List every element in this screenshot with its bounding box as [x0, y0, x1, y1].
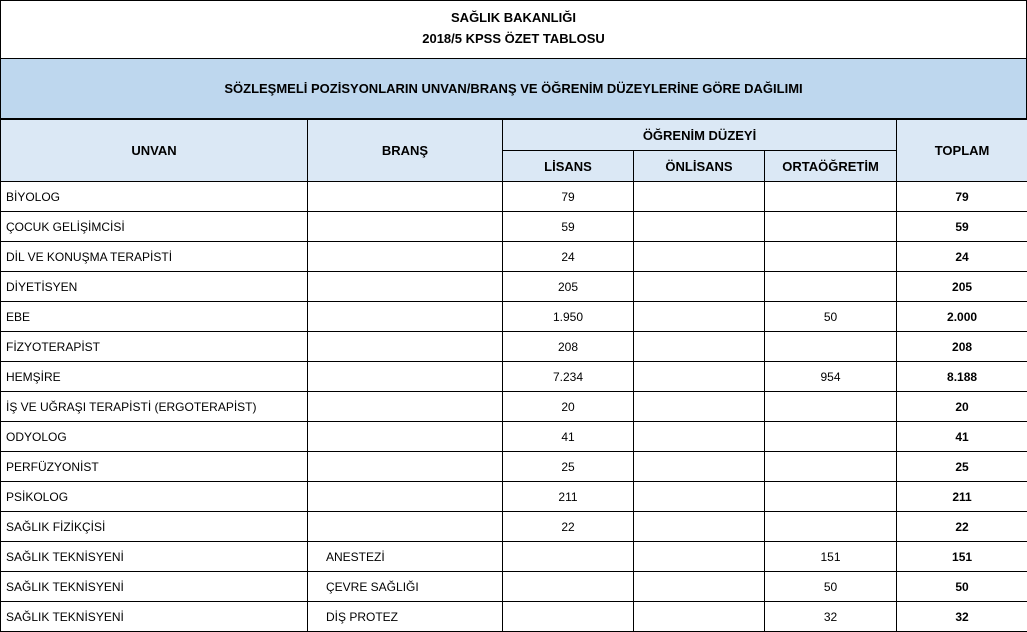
cell-brans	[308, 332, 503, 362]
cell-unvan: İŞ VE UĞRAŞI TERAPİSTİ (ERGOTERAPİST)	[1, 392, 308, 422]
cell-unvan: ÇOCUK GELİŞİMCİSİ	[1, 212, 308, 242]
cell-ortaogretim	[765, 512, 897, 542]
cell-unvan: FİZYOTERAPİST	[1, 332, 308, 362]
cell-toplam: 41	[897, 422, 1027, 452]
cell-lisans	[503, 602, 634, 632]
cell-brans	[308, 182, 503, 212]
table-row	[1, 452, 1027, 482]
cell-brans	[308, 272, 503, 302]
cell-onlisans	[634, 392, 765, 422]
cell-onlisans	[634, 482, 765, 512]
cell-brans	[308, 422, 503, 452]
cell-unvan: PERFÜZYONİST	[1, 452, 308, 482]
summary-table	[0, 119, 1027, 632]
cell-onlisans	[634, 362, 765, 392]
header-toplam: TOPLAM	[897, 120, 1027, 182]
cell-ortaogretim: 954	[765, 362, 897, 392]
table-row	[1, 272, 1027, 302]
cell-lisans: 7.234	[503, 362, 634, 392]
header-brans: BRANŞ	[308, 120, 503, 182]
cell-lisans: 25	[503, 452, 634, 482]
cell-lisans: 211	[503, 482, 634, 512]
cell-ortaogretim	[765, 482, 897, 512]
cell-toplam: 211	[897, 482, 1027, 512]
header-onlisans: ÖNLİSANS	[634, 151, 765, 182]
cell-brans	[308, 212, 503, 242]
cell-brans	[308, 512, 503, 542]
cell-lisans: 205	[503, 272, 634, 302]
table-row	[1, 302, 1027, 332]
cell-toplam: 24	[897, 242, 1027, 272]
cell-unvan: SAĞLIK TEKNİSYENİ	[1, 602, 308, 632]
cell-lisans	[503, 542, 634, 572]
header-ogrenim-duzeyi: ÖĞRENİM DÜZEYİ	[503, 120, 897, 151]
cell-onlisans	[634, 332, 765, 362]
cell-toplam: 22	[897, 512, 1027, 542]
cell-toplam: 32	[897, 602, 1027, 632]
cell-ortaogretim: 50	[765, 572, 897, 602]
cell-lisans	[503, 572, 634, 602]
cell-brans	[308, 302, 503, 332]
cell-onlisans	[634, 602, 765, 632]
cell-lisans: 59	[503, 212, 634, 242]
cell-ortaogretim	[765, 392, 897, 422]
cell-lisans: 79	[503, 182, 634, 212]
cell-onlisans	[634, 542, 765, 572]
header-lisans: LİSANS	[503, 151, 634, 182]
cell-lisans: 24	[503, 242, 634, 272]
cell-brans: DİŞ PROTEZ	[308, 602, 503, 632]
cell-toplam: 2.000	[897, 302, 1027, 332]
cell-lisans: 208	[503, 332, 634, 362]
table-row	[1, 542, 1027, 572]
cell-onlisans	[634, 272, 765, 302]
table-row	[1, 392, 1027, 422]
cell-toplam: 20	[897, 392, 1027, 422]
cell-onlisans	[634, 452, 765, 482]
table-row	[1, 362, 1027, 392]
cell-ortaogretim	[765, 332, 897, 362]
cell-lisans: 22	[503, 512, 634, 542]
cell-unvan: BİYOLOG	[1, 182, 308, 212]
cell-brans: ANESTEZİ	[308, 542, 503, 572]
cell-ortaogretim: 50	[765, 302, 897, 332]
ministry-title: SAĞLIK BAKANLIĞI	[451, 10, 576, 25]
cell-toplam: 79	[897, 182, 1027, 212]
table-row	[1, 572, 1027, 602]
cell-lisans: 20	[503, 392, 634, 422]
cell-brans	[308, 452, 503, 482]
table-body	[1, 182, 1027, 632]
header-ortaogretim: ORTAÖĞRETİM	[765, 151, 897, 182]
cell-unvan: SAĞLIK TEKNİSYENİ	[1, 542, 308, 572]
cell-toplam: 50	[897, 572, 1027, 602]
table-row	[1, 482, 1027, 512]
cell-toplam: 8.188	[897, 362, 1027, 392]
cell-ortaogretim	[765, 212, 897, 242]
cell-onlisans	[634, 512, 765, 542]
cell-toplam: 25	[897, 452, 1027, 482]
cell-unvan: DİYETİSYEN	[1, 272, 308, 302]
table-title: 2018/5 KPSS ÖZET TABLOSU	[422, 31, 605, 46]
table-subtitle: SÖZLEŞMELİ POZİSYONLARIN UNVAN/BRANŞ VE ÖĞRENİM DÜZEYLERİNE GÖRE DAĞILIMI	[0, 58, 1027, 119]
cell-lisans: 41	[503, 422, 634, 452]
cell-toplam: 59	[897, 212, 1027, 242]
cell-unvan: SAĞLIK FİZİKÇİSİ	[1, 512, 308, 542]
cell-unvan: DİL VE KONUŞMA TERAPİSTİ	[1, 242, 308, 272]
cell-ortaogretim	[765, 422, 897, 452]
table-row	[1, 332, 1027, 362]
cell-toplam: 208	[897, 332, 1027, 362]
cell-onlisans	[634, 182, 765, 212]
cell-ortaogretim	[765, 452, 897, 482]
table-row	[1, 422, 1027, 452]
cell-onlisans	[634, 212, 765, 242]
cell-unvan: EBE	[1, 302, 308, 332]
cell-toplam: 151	[897, 542, 1027, 572]
table-row	[1, 512, 1027, 542]
cell-onlisans	[634, 302, 765, 332]
table-row	[1, 602, 1027, 632]
cell-unvan: SAĞLIK TEKNİSYENİ	[1, 572, 308, 602]
cell-unvan: PSİKOLOG	[1, 482, 308, 512]
table-row	[1, 182, 1027, 212]
cell-brans	[308, 242, 503, 272]
cell-onlisans	[634, 242, 765, 272]
cell-brans	[308, 362, 503, 392]
cell-ortaogretim	[765, 272, 897, 302]
table-row	[1, 242, 1027, 272]
cell-brans: ÇEVRE SAĞLIĞI	[308, 572, 503, 602]
cell-ortaogretim	[765, 182, 897, 212]
cell-ortaogretim: 151	[765, 542, 897, 572]
cell-onlisans	[634, 422, 765, 452]
cell-toplam: 205	[897, 272, 1027, 302]
cell-ortaogretim: 32	[765, 602, 897, 632]
header-unvan: UNVAN	[1, 120, 308, 182]
cell-brans	[308, 482, 503, 512]
table-row	[1, 212, 1027, 242]
document-header	[0, 0, 1027, 59]
cell-onlisans	[634, 572, 765, 602]
cell-unvan: HEMŞİRE	[1, 362, 308, 392]
cell-brans	[308, 392, 503, 422]
cell-unvan: ODYOLOG	[1, 422, 308, 452]
cell-ortaogretim	[765, 242, 897, 272]
cell-lisans: 1.950	[503, 302, 634, 332]
